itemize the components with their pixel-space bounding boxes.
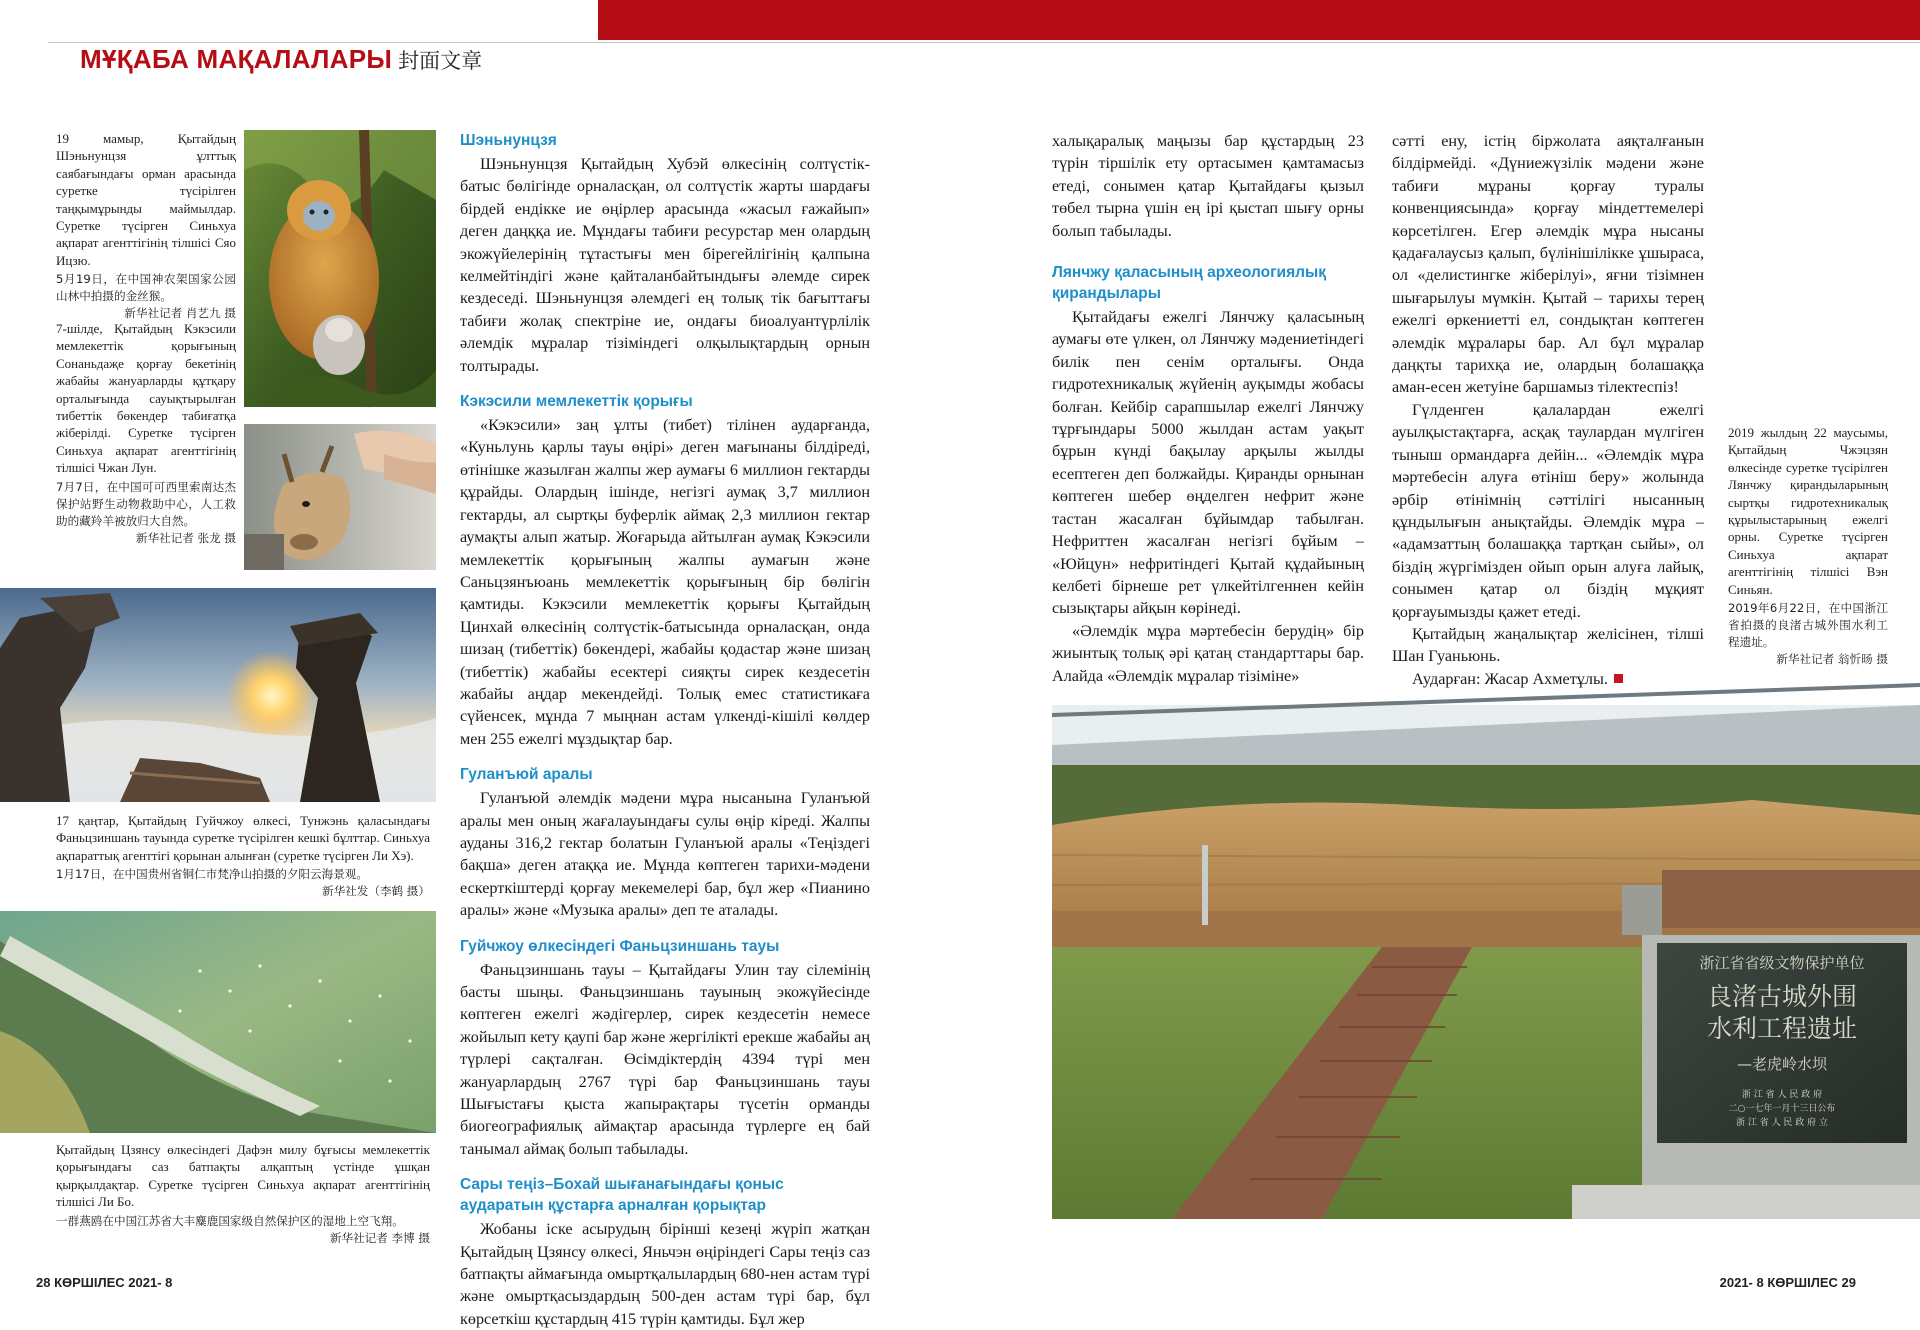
heading-liangzhu: Лянчжу қаласының археологиялық қирандылары [1052,264,1326,303]
article-column-2 [1052,130,1364,687]
paragraph-conclusion: Гүлденген қалалардан ежелгі ауылқыстақтарға, асқақ таулардан мүлгіген тыныш ормандарға дейін... «Әлемдік мұра мәртебесін алуға өтініш беру» жолында әрбір өтінімнің сәттілігі нысанның құндылығын анықтайды. Әлемдік мұра – «адамзаттың болашаққа тартқан сыйы», ол біздің жүргімізден ойып орын алуға лайық, сонымен қатар ол біздің мұқият қорғауымызды қажет етеді. [1392,400,1704,621]
photo-liangzhu-site [1052,705,1920,1219]
footer-left-magazine: КӨРШІЛЕС 2021- 8 [54,1275,173,1290]
paragraph-migratory-birds-cont: халықаралық маңызы бар құстардың 23 түрін тіршілік ету ортасымен қамтамасыз етеді, сонымен қатар Қытайдағы қызыл төбел тырна үшін ең ірі қыстап шығу орны болып табылады. [1052,132,1364,240]
header-red-bar [598,0,1920,40]
page-number-left: 28 [36,1275,51,1290]
heading-hoh-xil: Кэкэсили мемлекеттік қорығы [460,393,693,411]
caption-liangzhu-site-cn: 2019年6月22日，在中国浙江省拍摄的良渚古城外围水利工程遗址。 [1728,601,1888,650]
caption-dafeng-wetland-credit: 新华社记者 李博 摄 [329,1230,430,1245]
paragraph-hoh-xil: «Кэкэсили» заң ұлты (тибет) тілінен аударғанда, «Куньлунь қарлы тауы өңірі» деген мағынаны білдіреді, өтінішке жазылған жалпы жер аумағы 6 миллион гектарды құрайды. Олардың ішінде, негізгі аумақ 3,7 миллион гектарды, ал сыртқы буферлік аймақ 2,3 миллион гектар аумақты алып жатыр. Жоғарыда айтылған аумақ Кэкэсили мемлекеттік қорығының жалпы аумағын және Саньцзянъюань мемлекеттік қорығының бір бөлігін қамтиды. Кэкэсили мемлекеттік қорығы Қытайдың Цинхай өлкесінің солтүстік-батысында орналасқан, онда шизаң (тибеттік) бөкендері, жабайы қодастар және шизаң (тибеттік) жабайы есектері сияқты сирек кездесетін жабайы аңдар мекендейді. Толық емес статистикаға сүйенсек, мұнда 7 мыңнан астам үлкенді-кішілі көлдер мен 255 ежелгі мұздықтар бар. [460,416,870,748]
paragraph-world-heritage-cont: сәтті ену, істің біржолата аяқталғанын білдірмейді. «Дүниежүзілік мәдени және табиғи мұраны қорғау туралы конвенциясында» қорғау міндеттемелері көрсетілген. Егер әлемдік мұра нысаны қадағалаусыз қалып, бүлінішілікке ұшыраса, ол «делистингке жіберілуі», яғни тізімнен шығарылуы мүмкін. Қытай – тарихы терең ежелгі өркениетті ел, сондықтан көптеген әлемдік мұралары бар. Ал бұл мұралар даңқты тарихқа ие, олардың болашаққа аман-есен жетуіне баршамыз тілектеспіз! [1392,132,1704,397]
caption-tibetan-antelope [56,320,236,547]
page-number-right: 29 [1841,1275,1856,1290]
heading-shennongjia: Шэньнунцзя [460,132,557,149]
paragraph-source: Қытайдың жаңалықтар желісінен, тілші Шан Гуаньюнь. [1392,624,1704,666]
caption-liangzhu-site-credit: 新华社记者 翁忻旸 摄 [1776,652,1888,667]
caption-golden-monkeys-kz: 19 мамыр, Қытайдың Шэньнунцзя ұлттық саябағындағы орман арасында суретке түсірілген таңқымұрынды маймылдар. Суретке түсірген Синьхуа ақпарат агенттігінің тілшісі Сяо Ицзю. [56,131,236,268]
stele-line-3: 水利工程遗址 [1706,1014,1858,1043]
photo-fanjingshan-sunset [0,588,436,802]
section-title [80,44,482,75]
end-mark-icon [1614,674,1623,683]
translator-text: Аударған: Жасар Ахметұлы. [1412,669,1608,688]
caption-tibetan-antelope-credit: 新华社记者 张龙 摄 [135,530,236,545]
heading-gulangyu: Гуланъюй аралы [460,766,593,784]
article-column-3 [1392,130,1704,690]
footer-left [36,1275,172,1290]
caption-dafeng-wetland-kz: Қытайдың Цзянсу өлкесіндегі Дафэн милу бұғысы мемлекеттік қорығындағы саз батпақты алқаптың үстінде ұшқан қырқылдақтар. Суретке түсірген Синьхуа ақпарат агенттігінің тілшісі Ли Бо. [56,1142,430,1210]
stele-line-2: 良渚古城外围 [1706,982,1858,1011]
caption-golden-monkeys [56,130,236,322]
caption-liangzhu-site-kz: 2019 жылдың 22 маусымы, Қытайдың Чжэцзян өлкесінде суретке түсірілген Лянчжу қирандыларының сыртқы гидротехникалық құрылыстарының ежелгі орны. Суретке түсірген Синьхуа ақпарат агенттігінің тілшісі Вэн Синьян. [1728,425,1888,597]
header-rule [48,42,1920,43]
stele-line-1: 浙江省省级文物保护单位 [1699,954,1865,972]
caption-fanjingshan-cn: 1月17日，在中国贵州省铜仁市梵净山拍摄的夕阳云海景观。 [56,867,368,882]
stele-line-5: 浙 江 省 人 民 政 府 [1741,1090,1823,1100]
paragraph-fanjingshan: Фаньцзиншань тауы – Қытайдағы Улин тау сілемінің басты шыңы. Фаньцзиншань тауының экожүйесінде көптеген ежелгі жәдігерлер, сирек кездесетін немесе жойылып кету қаупі бар және жергілікті ерекше жабайы аң түрлері сақталған. Өсімдіктердің 4394 түрі мен жануарлардың 2767 түрі бар Фаньцзиншань тауы Шығыстағы қыста жапырақтары түсетін орманды биогеографиялық аймақтар арасында түрлерге ең бай танымал аймақ болып табылады. [460,960,870,1158]
paragraph-gulangyu: Гуланъюй әлемдік мәдени мұра нысанына Гуланъюй аралы мен оның жағалауындағы сулы өңір кіреді. Жалпы ауданы 316,2 гектар болатын Гуланъюй аралы «Теңіздегі бақша» деген атаққа ие. Мұнда көптеген тарихи-мәдени ескерткіштерді қорғау мекемелері бар, бұл жер «Пианино аралы» және «Музыка аралы» деп те аталады. [460,789,870,920]
footer-right-magazine: 2021- 8 КӨРШІЛЕС [1719,1275,1838,1290]
paragraph-translator [1392,668,1704,690]
photo-tibetan-antelope [244,424,436,570]
caption-fanjingshan-credit: 新华社发（李鹤 摄） [321,884,430,899]
caption-dafeng-wetland-cn: 一群燕鸥在中国江苏省大丰麋鹿国家级自然保护区的湿地上空飞翔。 [56,1213,404,1228]
stele-line-4: —老虎岭水坝 [1736,1055,1828,1073]
stele-line-6: 二○一七年一月十三日公布 [1728,1104,1836,1114]
paragraph-migratory-birds: Жобаны іске асырудың бірінші кезеңі жүріп жатқан Қытайдың Цзянсу өлкесі, Яньчэн өңіріндегі Сары теңіз саз батпақты аймағында омыртқалылардың 680-нен астам түрі және омыртқасыздардың 500-ден астам түрі бар, бұл көрсеткіш құстардың 415 түрін қамтиды. Бұл жер [460,1220,870,1328]
heading-fanjingshan: Гуйчжоу өлкесіндегі Фаньцзиншань тауы [460,937,780,955]
caption-tibetan-antelope-cn: 7月7日，在中国可可西里索南达杰保护站野生动物救助中心，人工救助的藏羚羊被放归大自然。 [56,479,236,528]
caption-fanjingshan-kz: 17 қаңтар, Қытайдың Гуйчжоу өлкесі, Тунжэнь қаласындағы Фаньцзиншань тауында суретке түсірілген кешкі бұлттар. Синьхуа ақпараттық агенттігі қорынан алынған (суретке түсірген Ли Хэ). [56,813,430,863]
caption-fanjingshan [56,812,430,900]
photo-dafeng-wetland [0,911,436,1133]
stele-line-7: 浙 江 省 人 民 政 府 立 [1735,1118,1829,1128]
photo-golden-monkeys [244,130,436,407]
section-title-kz: МҰҚАБА МАҚАЛАЛАРЫ [80,44,393,74]
article-column-1 [460,130,870,1330]
caption-tibetan-antelope-kz: 7-шілде, Қытайдың Кэкэсили мемлекеттік қорығының Сонаньдаҗе қорғау бекетінің жабайы жануарларды құтқару орталығында сауықтырылған тибеттік бөкендер табиғатқа жіберілді. Суретке түсірген Синьхуа ақпарат агенттігінің тілшісі Чжан Лун. [56,321,236,476]
paragraph-shennongjia: Шэньнунцзя Қытайдың Хубэй өлкесінің солтүстік-батыс бөлігінде орналасқан, ол солтүстік жарты шардағы бірдей ендікке ие өңірлер арасында «жасыл ғажайып» деген даңққа ие. Мұндағы табиғи ресурстар мен олардың экожүйелерінің тұтастығы мен бірегейлігінің қалпына келмейтіндігі және қайталанбайтындығы әлемде сирек кездеседі. Шэньнунцзя әлемдегі ең толық тік бағыттағы табиғи жолақ спектріне ие, ондағы биоалуантүрлілік әлемдік мұралар тізіміндегі олқылықтардың орнын толтырады. [460,155,870,375]
section-title-cn: 封面文章 [398,49,483,73]
paragraph-liangzhu: Қытайдағы ежелгі Лянчжу қаласының аумағы өте үлкен, ол Лянчжу мәдениетіндегі билік пен сенім орталығы. Онда гидротехникалық жүйенің ауқымды жобасы болған. Кейбір сарапшылар ежелгі Лянчжу тұрғындары 5000 жылдан астам уақыт бұрын күнді бақылау арқылы жылды есептеген деп болжайды. Қиранды орнынан көптеген шебер өңделген нефрит және тастан жасалған бұйымдар табылған. Нефриттен жасалған негізгі бұйым – «Юйцун» нефритіндегі Қытай құдайының келбеті бірнеше рет үлкейтілгеннен кейін сызықтары айқын көрінеді. [1052,308,1364,618]
caption-dafeng-wetland [56,1141,430,1247]
caption-liangzhu-site [1728,424,1888,668]
paragraph-world-heritage-status: «Әлемдік мұра мәртебесін берудің» бір жиынтық толық әрі қатаң стандарттары бар. Алайда «Әлемдік мұралар тізіміне» [1052,621,1364,685]
caption-golden-monkeys-credit: 新华社记者 肖艺九 摄 [124,306,236,321]
heading-migratory-birds: Сары теңіз–Бохай шығанағындағы қоныс аударатын құстарға арналған қорықтар [460,1176,784,1215]
caption-golden-monkeys-cn: 5月19日，在中国神农架国家公园山林中拍摄的金丝猴。 [56,272,236,304]
footer-right [1720,1275,1856,1290]
